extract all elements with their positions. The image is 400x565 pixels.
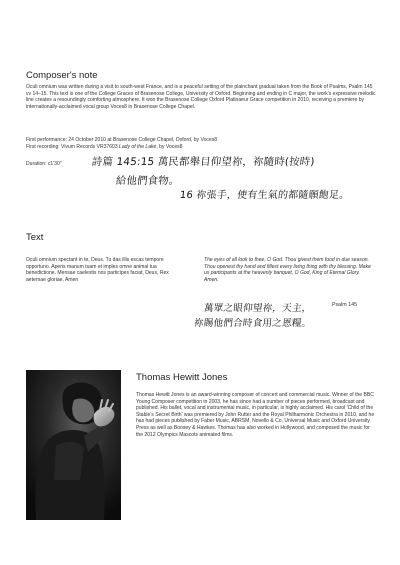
handwritten-note-line-4: 萬眾之眼仰望祢，天主， — [203, 303, 313, 314]
duration: Duration: c1'30" — [26, 161, 62, 167]
text-heading: Text — [26, 232, 44, 243]
handwritten-note-line-1: 詩篇 145:15 萬民都舉目仰望祢，祢隨時(按時) — [91, 156, 316, 168]
bio-paragraph: Thomas Hewitt Jones is an award-winning composer of concert and commercial music. Winner of the BBC Young Composer competition in 2003, he has since had a number of pieces performed, broadcast and published. His ballet, vocal and instrumental music, in particular, is highly acclaimed. His carol 'Child of the Stable's Secret Birth' was premiered by John Rutter and the Royal Philharmonic Orchestra in 2010, and he has had pieces published by Faber Music, ABRSM, Novello & Co, Universal Music and Oxford University Press as well as Boosey & Hawkes. Thomas has also worked in Hollywood, and composed the music for the 2012 Olympics Mascots animated films. — [136, 392, 375, 438]
bio-heading: Thomas Hewitt Jones — [136, 372, 228, 383]
composers-note-paragraph: Oculi omnium was written during a visit to south-west France, and is a peaceful setting of the plainchant gradual taken from the Book of Psalms, Psalm 145 vv 14–15. This text is one of the College Graces of Brasenose College, University of Oxford. Beginning and ending in C major, the work's expressive melodic line creates a resoundingly comforting atmosphere. It won the Brasenose College Oxford Platinaeur Grace competition in 2010, receiving a premiere by internationally-acclaimed vocal group Voces8 in Brasenose College Chapel. — [26, 84, 376, 110]
handwritten-note-line-3: 16 祢張手，使有生氣的都隨願飽足。 — [179, 190, 350, 201]
composer-photo-image — [26, 370, 121, 520]
handwritten-note-line-2: 給他們食物。 — [115, 175, 181, 187]
composer-photo — [26, 370, 121, 520]
first-recording-suffix: , by Voces8 — [156, 144, 183, 150]
latin-text: Oculi omnium spectant in te, Deus. Tu das illis escas tempore opportuno. Aperis manum tuam et imples omne animal tua benedictione. Mensae caelestis nos participes faciat, Deus, Rex aeternae gloriae. Amen — [26, 257, 169, 283]
first-recording-prefix: First recording: Vivum Records VR37603 — [26, 144, 120, 150]
first-performance: First performance: 24 October 2010 at Brasenose College Chapel, Oxford, by Voces8 — [26, 137, 218, 143]
psalm-label: Psalm 145 — [332, 302, 358, 308]
composers-note-heading: Composer's note — [26, 70, 98, 81]
first-recording-title: Lady of the Lake — [119, 144, 157, 150]
handwritten-note-line-5: 祢賜他們合時食用之恩糧。 — [193, 318, 312, 329]
english-text: The eyes of all look to thee, O God. Thou givest them food in due season. Thou openest thy hand and fillest every living thing with thy blessing. Make us participants at the heavenly banquet, O God, King of Eternal Glory. Amen. — [204, 257, 371, 283]
first-recording — [26, 144, 376, 151]
